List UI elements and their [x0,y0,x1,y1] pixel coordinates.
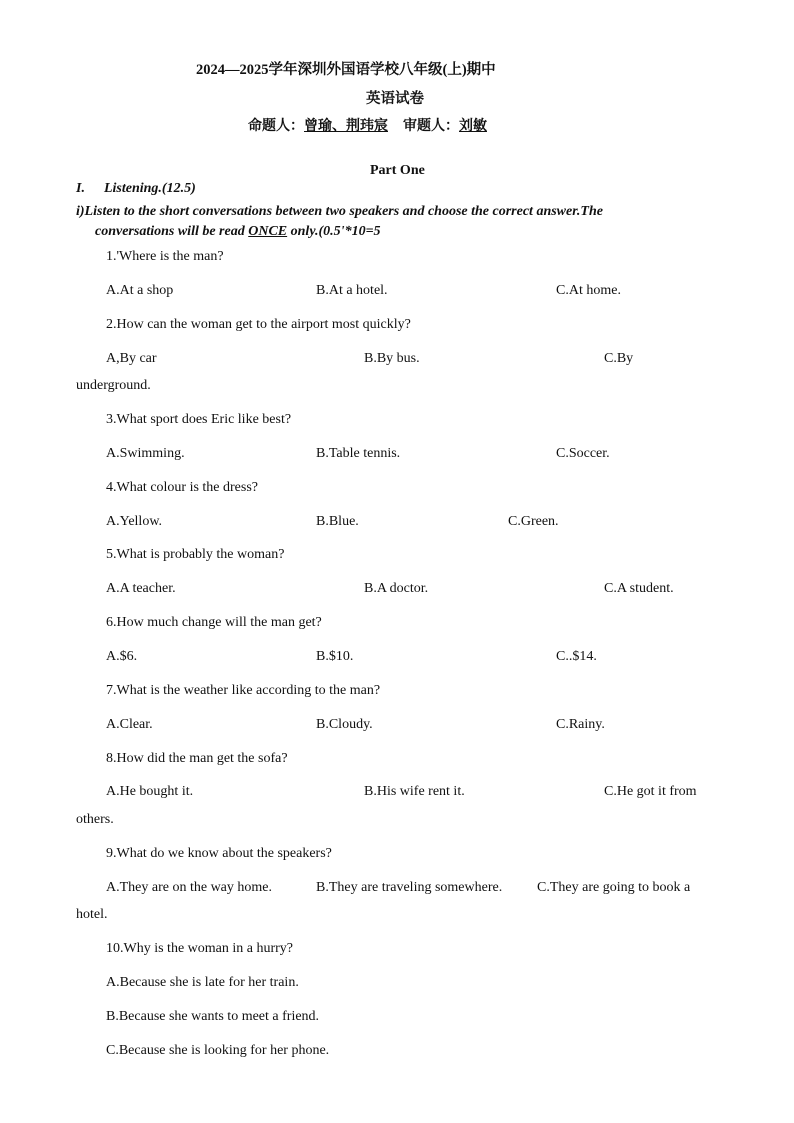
question-8: 8.How did the man get the sofa? [106,751,288,766]
exam-title: 2024—2025学年深圳外国语学校八年级(上)期中 [196,62,496,78]
section-title: Listening.(12.5) [103,181,196,196]
q6-option-a: A.$6. [106,649,138,664]
reviewer-label: 审题人： [403,119,459,134]
exam-subtitle: 英语试卷 [366,91,424,107]
q8-option-c: C.He got it from [604,784,697,799]
section-heading [76,180,196,198]
q5-option-a: A.A teacher. [106,581,176,596]
question-1: 1.'Where is the man? [106,249,224,264]
question-6: 6.How much change will the man get? [106,615,322,630]
q10-option-b: B.Because she wants to meet a friend. [106,1009,320,1024]
question-2: 2.How can the woman get to the airport most quickly? [106,317,411,332]
q1-option-a: A.At a shop [106,283,174,298]
q1-option-c: C.At home. [556,283,621,298]
q4-option-b: B.Blue. [316,514,359,529]
question-9: 9.What do we know about the speakers? [106,846,332,861]
q4-option-c: C.Green. [508,514,559,529]
q8-option-c-continued: others. [76,812,114,827]
once-emphasis: ONCE [248,224,288,239]
q2-option-c-continued: underground. [76,378,151,393]
q6-option-c: C..$14. [556,649,597,664]
q4-option-a: A.Yellow. [106,514,163,529]
q6-option-b: B.$10. [316,649,354,664]
q2-option-c: C.By [604,351,634,366]
q9-option-a: A.They are on the way home. [106,880,272,895]
q5-option-c: C.A student. [604,581,674,596]
q1-option-b: B.At a hotel. [316,283,388,298]
q7-option-a: A.Clear. [106,717,153,732]
instructions-line-2 [95,223,381,241]
q2-option-b: B.By bus. [364,351,420,366]
question-5: 5.What is probably the woman? [106,547,285,562]
q3-option-a: A.Swimming. [106,446,185,461]
q10-option-a: A.Because she is late for her train. [106,975,299,990]
q3-option-c: C.Soccer. [556,446,610,461]
author-names: 曾瑜、荆玮宸 [304,119,388,134]
section-number: I. [76,181,85,196]
authors-line [248,118,487,136]
q5-option-b: B.A doctor. [364,581,429,596]
question-3: 3.What sport does Eric like best? [106,412,292,427]
q3-option-b: B.Table tennis. [316,446,401,461]
question-10: 10.Why is the woman in a hurry? [106,941,294,956]
question-7: 7.What is the weather like according to the man? [106,683,381,698]
reviewer-name: 刘敏 [459,119,487,134]
q2-option-a: A,By car [106,351,157,366]
q9-option-b: B.They are traveling somewhere. [316,880,503,895]
q8-option-b: B.His wife rent it. [364,784,465,799]
author-label: 命题人： [248,119,304,134]
question-4: 4.What colour is the dress? [106,480,259,495]
instructions-line-1: i)Listen to the short conversations between two speakers and choose the correct answer.The [76,204,603,219]
q7-option-b: B.Cloudy. [316,717,373,732]
instructions-text-end: only.(0.5'*10=5 [287,224,381,239]
part-heading: Part One [370,163,425,178]
q7-option-c: C.Rainy. [556,717,605,732]
q9-option-c-continued: hotel. [76,907,108,922]
q8-option-a: A.He bought it. [106,784,194,799]
instructions-text: conversations will be read [95,224,249,239]
q10-option-c: C.Because she is looking for her phone. [106,1043,330,1058]
q9-option-c: C.They are going to book a [537,880,691,895]
